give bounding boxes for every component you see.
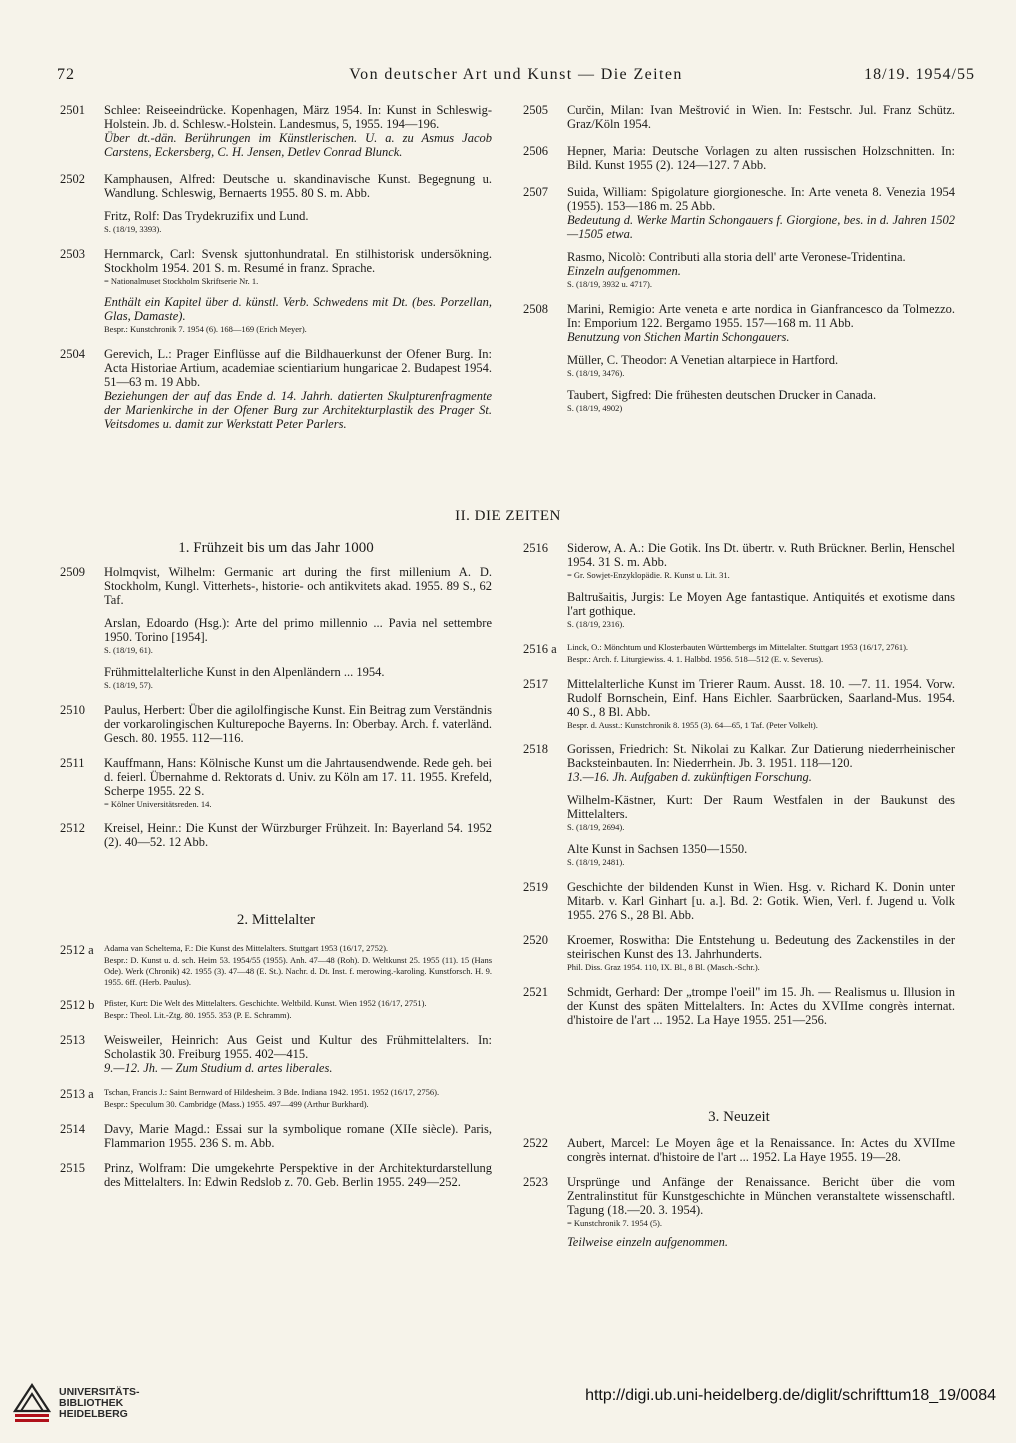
entry-text: Arslan, Edoardo (Hsg.): Arte del primo millennio ... Pavia nel settembre 1950. Torino [1954]. xyxy=(104,616,492,644)
running-title: Von deutscher Art und Kunst — Die Zeiten xyxy=(349,66,683,83)
source-url-link[interactable]: http://digi.ub.uni-heidelberg.de/diglit/schrifttum18_19/0084 xyxy=(585,1387,996,1404)
entry-note: Bespr.: Arch. f. Liturgiewiss. 4. 1. Halbbd. 1956. 518—512 (E. v. Severus). xyxy=(567,654,824,664)
entry-text: Kauffmann, Hans: Kölnische Kunst um die Jahrtausendwende. Rede geh. bei d. feierl. Übernahme d. Rektorats d. Univ. zu Köln am 17. 11. 1955. Krefeld, Scherpe 1955. 22 S. xyxy=(104,756,492,798)
subsection-title-3: 3. Neuzeit xyxy=(708,1109,770,1125)
entry-number: 2501 xyxy=(60,103,85,117)
medieval-left-column xyxy=(60,942,492,1189)
entry-2505 xyxy=(523,103,955,131)
entry-annotation: Einzeln aufgenommen. xyxy=(567,264,681,278)
entry-text: Alte Kunst in Sachsen 1350—1550. xyxy=(567,842,748,856)
issue-number: 18/19. 1954/55 xyxy=(864,66,975,83)
entry-2513 xyxy=(60,1033,492,1075)
entry-2506 xyxy=(523,144,955,172)
entry-note: = Nationalmuset Stockholm Skriftserie Nr. 1. xyxy=(104,276,259,286)
modern-right-column xyxy=(523,1136,955,1249)
entry-number: 2513 xyxy=(60,1033,85,1047)
entry-2501 xyxy=(60,103,492,159)
entry-number: 2512 a xyxy=(60,943,94,957)
entry-number: 2512 b xyxy=(60,998,95,1012)
entry-annotation: Benutzung von Stichen Martin Schongauers. xyxy=(567,330,790,344)
entry-text: Tschan, Francis J.: Saint Bernward of Hildesheim. 3 Bde. Indiana 1942. 1951. 1952 (16/17, 2756). xyxy=(104,1087,440,1097)
entry-2513a xyxy=(60,1087,492,1110)
entry-note: S. (18/19, 2316). xyxy=(567,619,625,629)
entry-2521 xyxy=(523,985,955,1027)
entry-text: Adama van Scheltema, F.: Die Kunst des Mittelalters. Stuttgart 1953 (16/17, 2752). xyxy=(104,943,389,953)
entry-text: Siderow, A. A.: Die Gotik. Ins Dt. übertr. v. Ruth Brückner. Berlin, Henschel 1954. 31 S. m. Abb. xyxy=(567,541,955,569)
entry-note: S. (18/19, 61). xyxy=(104,645,153,655)
entry-note: Bespr.: D. Kunst u. d. sch. Heim 53. 1954/55 (1955). Anh. 47—48 (Roh). D. Weltkunst 25. 1955 (11). 15 (Hans Ode). Werk (Chronik) 42. 1955 (3). 47—48 (E. St.). Nachr. d. Dt. Inst. f. merowing.-karoling. Kunstforsch. H. 9. 1955. 6ff. (Herb. Paulus). xyxy=(104,955,492,987)
entry-note: S. (18/19, 3393). xyxy=(104,224,162,234)
entry-text: Paulus, Herbert: Über die agilolfingische Kunst. Ein Beitrag zum Verständnis der vorkarolingischen Kulturepoche Bayerns. In: Oberbay. Arch. f. vaterländ. Gesch. 80. 1955. 112—116. xyxy=(104,703,492,745)
library-emblem-icon xyxy=(13,1381,51,1425)
entry-number: 2510 xyxy=(60,703,85,717)
entry-text: Gorissen, Friedrich: St. Nikolai zu Kalkar. Zur Datierung niederrheinischer Backsteinbauten. In: Niederrhein. Jb. 3. 1951. 118—120. xyxy=(567,742,955,770)
entry-note: S. (18/19, 57). xyxy=(104,680,153,690)
entry-text: Müller, C. Theodor: A Venetian altarpiece in Hartford. xyxy=(567,353,839,367)
entry-number: 2522 xyxy=(523,1136,548,1150)
entry-text: Prinz, Wolfram: Die umgekehrte Perspektive in der Architekturdarstellung des Mittelalters. In: Edwin Redslob z. 70. Geb. Berlin 1955. 249—252. xyxy=(104,1161,492,1189)
entry-2512 xyxy=(60,821,492,849)
entry-text: Schmidt, Gerhard: Der „trompe l'oeil" im 15. Jh. — Realismus u. Illusion in der Kunst des späten Mittelalters. In: Actes du XVIIme congrès internat. d'histoire de l'art ... 1952. La Haye 1955. 251—256. xyxy=(567,985,955,1027)
section-title: II. DIE ZEITEN xyxy=(455,508,561,524)
entry-text: Weisweiler, Heinrich: Aus Geist und Kultur des Frühmittelalters. In: Scholastik 30. Freiburg 1955. 402—415. xyxy=(104,1033,492,1061)
library-name: UNIVERSITÄTS- BIBLIOTHEK HEIDELBERG xyxy=(59,1386,140,1420)
entry-text: Kreisel, Heinr.: Die Kunst der Würzburger Frühzeit. In: Bayerland 54. 1952 (2). 40—52. 12 Abb. xyxy=(104,821,492,849)
entry-note: Bespr.: Kunstchronik 7. 1954 (6). 168—169 (Erich Meyer). xyxy=(104,324,307,334)
entry-text: Mittelalterliche Kunst im Trierer Raum. Ausst. 18. 10. —7. 11. 1954. Vorw. Rudolf Bornschein, Einf. Hans Eichler. Saarbrücken, Saarland-Mus. 1954. 40 S., 8 Bl. Abb. xyxy=(567,677,955,719)
entry-number: 2518 xyxy=(523,742,548,756)
entry-number: 2508 xyxy=(523,302,548,316)
entry-number: 2519 xyxy=(523,880,548,894)
subsection-title-1: 1. Frühzeit bis um das Jahr 1000 xyxy=(178,540,374,556)
entry-text: Fritz, Rolf: Das Trydekruzifix und Lund. xyxy=(104,209,309,223)
entry-note: S. (18/19, 2481). xyxy=(567,857,625,867)
entry-text: Rasmo, Nicolò: Contributi alla storia dell' arte Veronese-Tridentina. xyxy=(567,250,906,264)
subsection-title-2: 2. Mittelalter xyxy=(236,912,316,928)
entry-text: Schlee: Reiseeindrücke. Kopenhagen, März 1954. In: Kunst in Schleswig-Holstein. Jb. d. Schlesw.-Holstein. Landesmus, 5, 1955. 194—196. xyxy=(104,103,492,131)
entry-number: 2511 xyxy=(60,756,85,770)
entry-2516 xyxy=(523,541,955,630)
entry-text: Suida, William: Spigolature giorgionesche. In: Arte veneta 8. Venezia 1954 (1955). 153—186 m. 25 Abb. xyxy=(567,185,955,213)
entry-text: Holmqvist, Wilhelm: Germanic art during the first millenium A. D. Stockholm, Kungl. Vitterhets-, historie- och antikvitets akad. 1955. 89 S., 62 Taf. xyxy=(104,565,492,607)
entry-number: 2513 a xyxy=(60,1087,94,1101)
entry-number: 2514 xyxy=(60,1122,85,1136)
entry-2510 xyxy=(60,703,492,745)
entry-note: = Gr. Sowjet-Enzyklopädie. R. Kunst u. Lit. 31. xyxy=(567,570,730,580)
entry-2519 xyxy=(523,880,955,922)
entry-number: 2512 xyxy=(60,821,85,835)
entry-note: Phil. Diss. Graz 1954. 110, IX. Bl., 8 Bl. (Masch.-Schr.). xyxy=(567,962,760,972)
entry-2511 xyxy=(60,756,492,810)
entry-2502 xyxy=(60,172,492,235)
entry-2504 xyxy=(60,347,492,431)
entry-text: Davy, Marie Magd.: Essai sur la symbolique romane (XIIe siècle). Paris, Flammarion 1955. 236 S. m. Abb. xyxy=(104,1122,492,1150)
entry-number: 2517 xyxy=(523,677,548,691)
entry-number: 2516 a xyxy=(523,642,557,656)
entry-text: Marini, Remigio: Arte veneta e arte nordica in Gianfrancesco da Tolmezzo. In: Emporium 122. Bergamo 1955. 157—168 m. 11 Abb. xyxy=(567,302,955,330)
entry-number: 2520 xyxy=(523,933,548,947)
entry-text: Baltrušaitis, Jurgis: Le Moyen Age fantastique. Antiquités et exotisme dans l'art gothique. xyxy=(567,590,955,618)
entry-text: Hernmarck, Carl: Svensk sjuttonhundratal. En stilhistorisk undersökning. Stockholm 1954. 201 S. m. Resumé in franz. Sprache. xyxy=(104,247,492,275)
entry-annotation: Teilweise einzeln aufgenommen. xyxy=(567,1235,728,1249)
entry-number: 2507 xyxy=(523,185,548,199)
running-header xyxy=(57,66,975,88)
entry-number: 2521 xyxy=(523,985,548,999)
entry-number: 2504 xyxy=(60,347,85,361)
entry-2507 xyxy=(523,185,955,290)
entry-annotation: Bedeutung d. Werke Martin Schongauers f. Giorgione, bes. in d. Jahren 1502—1505 etwa. xyxy=(567,213,955,241)
entry-2516a xyxy=(523,642,955,665)
entry-number: 2509 xyxy=(60,565,85,579)
library-logo[interactable] xyxy=(13,1381,173,1433)
entry-note: S. (18/19, 3932 u. 4717). xyxy=(567,279,652,289)
entry-annotation: 9.—12. Jh. — Zum Studium d. artes liberales. xyxy=(104,1061,333,1075)
entry-text: Curčin, Milan: Ivan Meštrović in Wien. In: Festschr. Jul. Franz Schütz. Graz/Köln 1954. xyxy=(567,103,955,131)
entry-number: 2506 xyxy=(523,144,548,158)
entry-note: Bespr.: Speculum 30. Cambridge (Mass.) 1955. 497—499 (Arthur Burkhard). xyxy=(104,1099,369,1109)
bottom-right-column xyxy=(523,541,955,1027)
entry-2509 xyxy=(60,565,492,691)
top-left-column xyxy=(60,103,492,431)
entry-text: Frühmittelalterliche Kunst in den Alpenländern ... 1954. xyxy=(104,665,385,679)
entry-note: Bespr. d. Ausst.: Kunstchronik 8. 1955 (3). 64—65, 1 Taf. (Peter Volkelt). xyxy=(567,720,818,730)
entry-text: Geschichte der bildenden Kunst in Wien. Hsg. v. Richard K. Donin unter Mitarb. v. Karl Ginhart [u. a.]. Bd. 2: Gotik. Wien, Verl. f. Jugend u. Volk 1955. 276 S., 28 Bl. Abb. xyxy=(567,880,955,922)
entry-2512b xyxy=(60,998,492,1021)
entry-2523 xyxy=(523,1175,955,1249)
entry-text: Ursprünge und Anfänge der Renaissance. Bericht über die vom Zentralinstitut für Kunstgeschichte in München veranstaltete wissenschaftl. Tagung (18.—20. 3. 1954). xyxy=(567,1175,955,1217)
entry-note: S. (18/19, 2694). xyxy=(567,822,625,832)
entry-2508 xyxy=(523,302,955,414)
entry-annotation: Enthält ein Kapitel über d. künstl. Verb. Schwedens mit Dt. (bes. Porzellan, Glas, Damaste). xyxy=(104,295,492,323)
entry-annotation: Über dt.-dän. Berührungen im Künstlerischen. U. a. zu Asmus Jacob Carstens, Eckersberg, C. H. Jensen, Detlev Conrad Blunck. xyxy=(104,131,492,159)
page-number: 72 xyxy=(57,66,75,83)
entry-text: Wilhelm-Kästner, Kurt: Der Raum Westfalen in der Baukunst des Mittelalters. xyxy=(567,793,955,821)
entry-number: 2502 xyxy=(60,172,85,186)
entry-number: 2523 xyxy=(523,1175,548,1189)
bottom-left-column xyxy=(60,565,492,849)
entry-note: S. (18/19, 4902) xyxy=(567,403,623,413)
entry-annotation: 13.—16. Jh. Aufgaben d. zukünftigen Forschung. xyxy=(567,770,812,784)
entry-2517 xyxy=(523,677,955,731)
entry-2522 xyxy=(523,1136,955,1164)
entry-2512a xyxy=(60,943,492,988)
entry-note: = Kunstchronik 7. 1954 (5). xyxy=(567,1218,662,1228)
entry-2520 xyxy=(523,933,955,973)
entry-2518 xyxy=(523,742,955,868)
entry-note: Bespr.: Theol. Lit.-Ztg. 80. 1955. 353 (P. E. Schramm). xyxy=(104,1010,292,1020)
top-right-column xyxy=(523,103,955,414)
entry-text: Aubert, Marcel: Le Moyen âge et la Renaissance. In: Actes du XVIIme congrès internat. d'histoire de l'art ... 1952. La Haye 1955. 19—28. xyxy=(567,1136,955,1164)
footer xyxy=(0,1375,1016,1443)
entry-annotation: Beziehungen der auf das Ende d. 14. Jahrh. datierten Skulpturenfragmente der Marienkirche in der Ofener Burg zur Architekturplastik des Prager St. Veitsdomes u. damit zur Werkstatt Peter Parlers. xyxy=(104,389,492,431)
entry-text: Taubert, Sigfred: Die frühesten deutschen Drucker in Canada. xyxy=(567,388,877,402)
entry-2515 xyxy=(60,1161,492,1189)
entry-text: Kamphausen, Alfred: Deutsche u. skandinavische Kunst. Begegnung u. Wandlung. Schleswig, Bernaerts 1955. 80 S. m. Abb. xyxy=(104,172,492,200)
entry-2514 xyxy=(60,1122,492,1150)
entry-text: Kroemer, Roswitha: Die Entstehung u. Bedeutung des Zackenstiles in der steirischen Kunst des 13. Jahrhunderts. xyxy=(567,933,955,961)
entry-text: Linck, O.: Mönchtum und Klosterbauten Württembergs im Mittelalter. Stuttgart 1953 (16/17, 2761). xyxy=(567,642,909,652)
entry-text: Pfister, Kurt: Die Welt des Mittelalters. Geschichte. Weltbild. Kunst. Wien 1952 (16/17, 2751). xyxy=(104,998,427,1008)
entry-number: 2515 xyxy=(60,1161,85,1175)
entry-number: 2505 xyxy=(523,103,548,117)
entry-note: = Kölner Universitätsreden. 14. xyxy=(104,799,212,809)
entry-number: 2503 xyxy=(60,247,85,261)
entry-2503 xyxy=(60,247,492,335)
entry-text: Hepner, Maria: Deutsche Vorlagen zu alten russischen Holzschnitten. In: Bild. Kunst 1955 (2). 124—127. 7 Abb. xyxy=(567,144,955,172)
entry-text: Gerevich, L.: Prager Einflüsse auf die Bildhauerkunst der Ofener Burg. In: Acta Historiae Artium, academiae scientiarium hungaricae 2. Budapest 1954. 51—63 m. 19 Abb. xyxy=(104,347,492,389)
entry-note: S. (18/19, 3476). xyxy=(567,368,625,378)
entry-number: 2516 xyxy=(523,541,548,555)
